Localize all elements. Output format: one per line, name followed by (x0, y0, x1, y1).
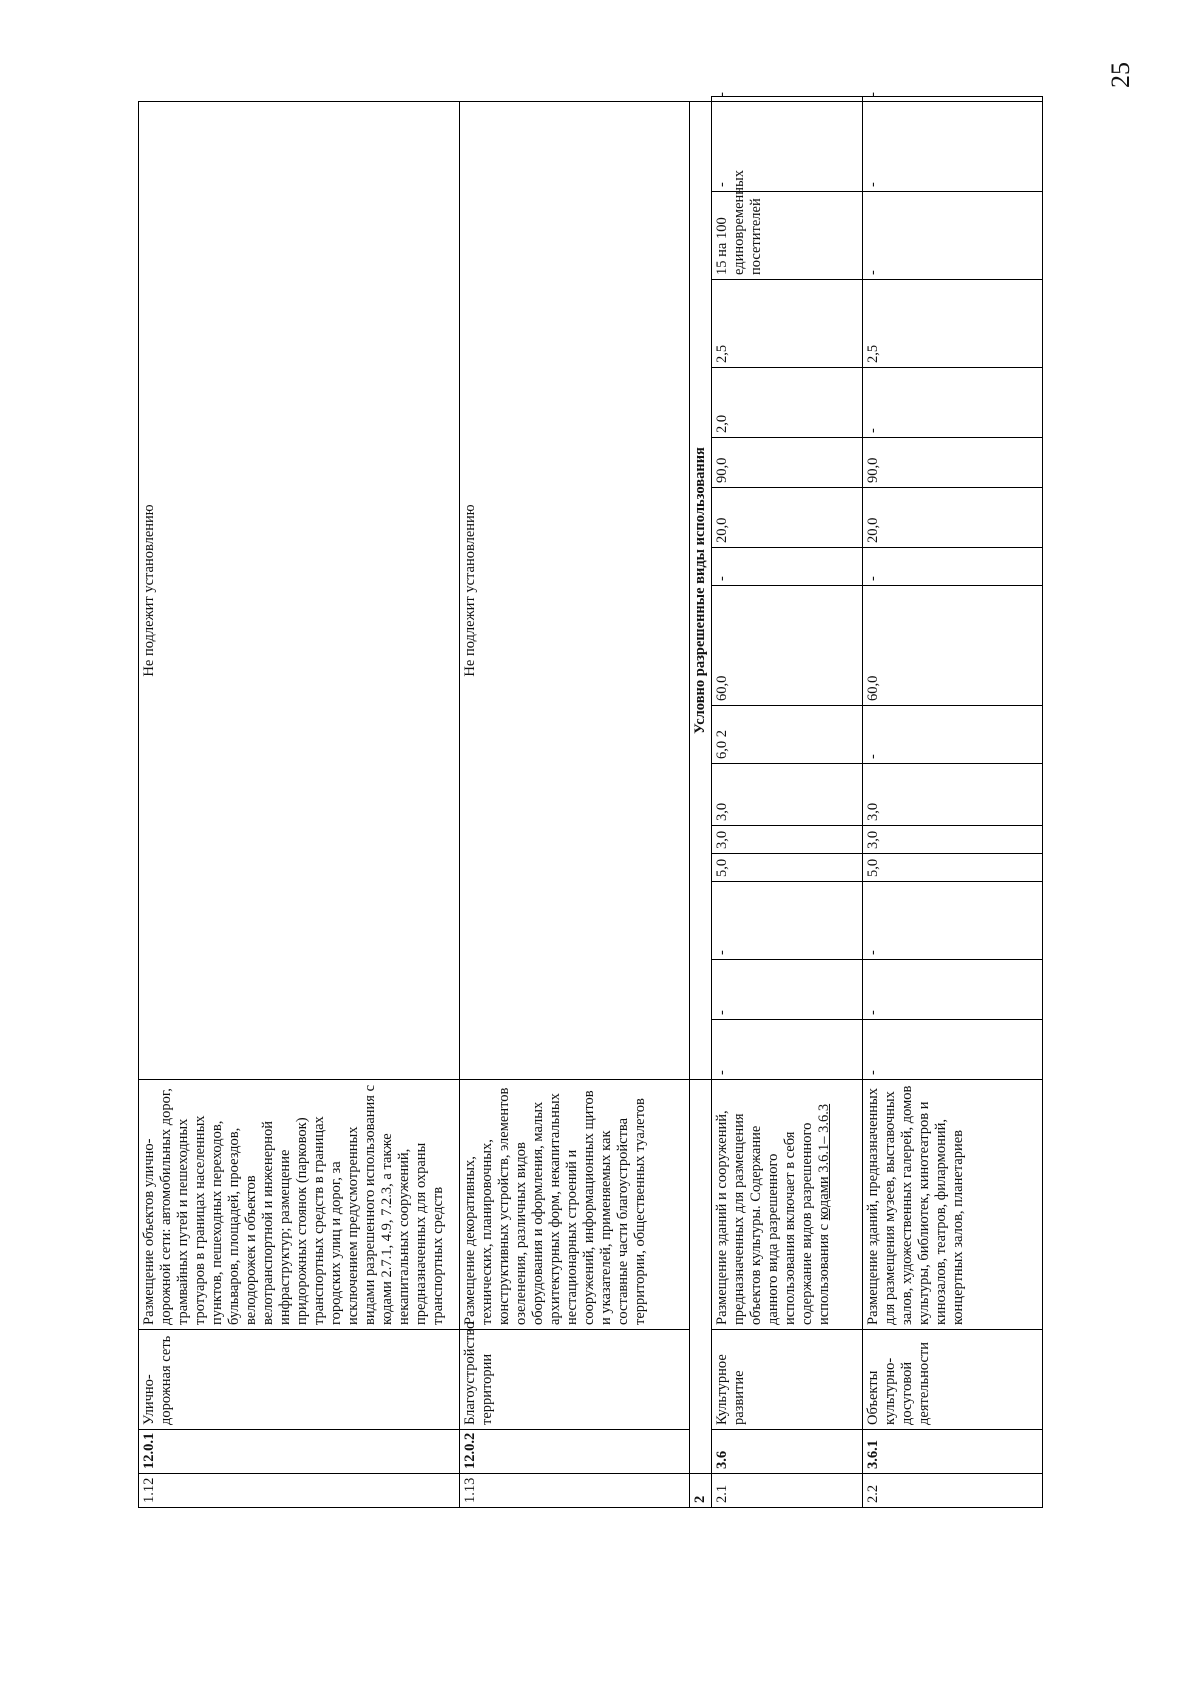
row-note: Не подлежит установлению (139, 101, 460, 1079)
table-cell: 3,0 (712, 764, 862, 826)
row-number: 2.2 (862, 1474, 1042, 1508)
table-row-1-13 (459, 97, 690, 1508)
row-code: 12.0.2 (459, 1430, 690, 1474)
table-cell: 3,0 (862, 764, 1042, 826)
row-number: 1.13 (459, 1474, 690, 1508)
row-note: Не подлежит установлению (459, 101, 690, 1079)
section-number: 2 (690, 1474, 712, 1508)
table-cell: 3,0 (712, 826, 862, 854)
table-cell: - (712, 882, 862, 960)
table-cell: 3,0 (862, 826, 1042, 854)
section-row (690, 97, 712, 1508)
description-link: кодами 3.6.1– 3.6.3 (816, 1103, 833, 1221)
row-name: Культурное развитие (712, 1330, 862, 1430)
table-cell: 20,0 (712, 488, 862, 548)
row-description: Размещение объектов улично-дорожной сети: автомобильных дорог, трамвайных путей и пешеходных тротуаров в границах населенных пунктов, пешеходных переходов, бульваров, площадей, проездов, велодорожек и объектов велотранспортной и инженерной инфраструктур; размещение придорожных стоянок (парковок) транспортных средств в границах городских улиц и дорог, за исключением предусмотренных видами разрешенного использования с кодами 2.7.1, 4.9, 7.2.3, а также некапитальных сооружений, предназначенных для охраны транспортных средств (139, 1080, 460, 1330)
table-cell: 20,0 (862, 488, 1042, 548)
table-cell: - (862, 368, 1042, 438)
table-cell: - (862, 706, 1042, 764)
regulations-table-rotated (138, 92, 1043, 1508)
row-code: 3.6 (712, 1430, 862, 1474)
table-cell: - (862, 548, 1042, 586)
row-name: Улично-дорожная сеть (139, 1330, 460, 1430)
table-cell: 60,0 (862, 586, 1042, 706)
table-cell: 2,0 (712, 368, 862, 438)
table-cell: - (862, 101, 1042, 191)
table-cell: - (712, 548, 862, 586)
page-number: 25 (1106, 62, 1135, 88)
description-text: Размещение зданий, предназначенных для размещения музеев, выставочных залов, художественных галерей, домов культуры, библиотек, кинотеатров и кинозалов, театров, филармоний, концертных залов, планетариев (864, 1085, 966, 1325)
table-cell: - (862, 97, 1042, 102)
table-cell: - (862, 882, 1042, 960)
table-row-2-1 (712, 97, 862, 1508)
row-number: 1.12 (139, 1474, 460, 1508)
description-text: Размещение зданий и сооружений, предназначенных для размещения объектов культуры. Содержание данного вида разрешенного использования включает в себя содержание видов разрешенного использования с (714, 1110, 833, 1325)
regulations-table (138, 92, 1043, 1508)
table-cell: 5,0 (712, 854, 862, 882)
table-cell: - (712, 960, 862, 1020)
table-cell: 90,0 (712, 438, 862, 488)
table-cell: - (862, 1020, 1042, 1080)
table-cell: 2,5 (712, 280, 862, 368)
table-cell: 6,0 2 (712, 706, 862, 764)
table-cell: - (862, 960, 1042, 1020)
row-number: 2.1 (712, 1474, 862, 1508)
table-cell: 5,0 (862, 854, 1042, 882)
row-name: Объекты культурно-досуговой деятельности (862, 1330, 1042, 1430)
table-cell: 15 на 100 единовременных посетителей (712, 192, 862, 280)
table-cell: 60,0 (712, 586, 862, 706)
row-description (712, 1080, 862, 1330)
table-row-1-12 (139, 97, 460, 1508)
table-cell: - (712, 101, 862, 191)
section-spacer (690, 1080, 712, 1474)
table-cell: 2,5 (862, 280, 1042, 368)
table-row-2-2 (862, 97, 1042, 1508)
row-description (862, 1080, 1042, 1330)
table-cell: - (862, 192, 1042, 280)
row-description: Размещение декоративных, технических, планировочных, конструктивных устройств, элементов озеленения, различных видов оборудования и оформления, малых архитектурных форм, некапитальных нестационарных строений и сооружений, информационных щитов и указателей, применяемых как составные части благоустройства территории, общественных туалетов (459, 1080, 690, 1330)
row-name: Благоустройство территории (459, 1330, 690, 1430)
row-code: 12.0.1 (139, 1430, 460, 1474)
section-title: Условно разрешенные виды использования (690, 101, 712, 1079)
table-cell: - (712, 1020, 862, 1080)
table-cell: 90,0 (862, 438, 1042, 488)
row-code: 3.6.1 (862, 1430, 1042, 1474)
table-cell: - (712, 97, 862, 102)
